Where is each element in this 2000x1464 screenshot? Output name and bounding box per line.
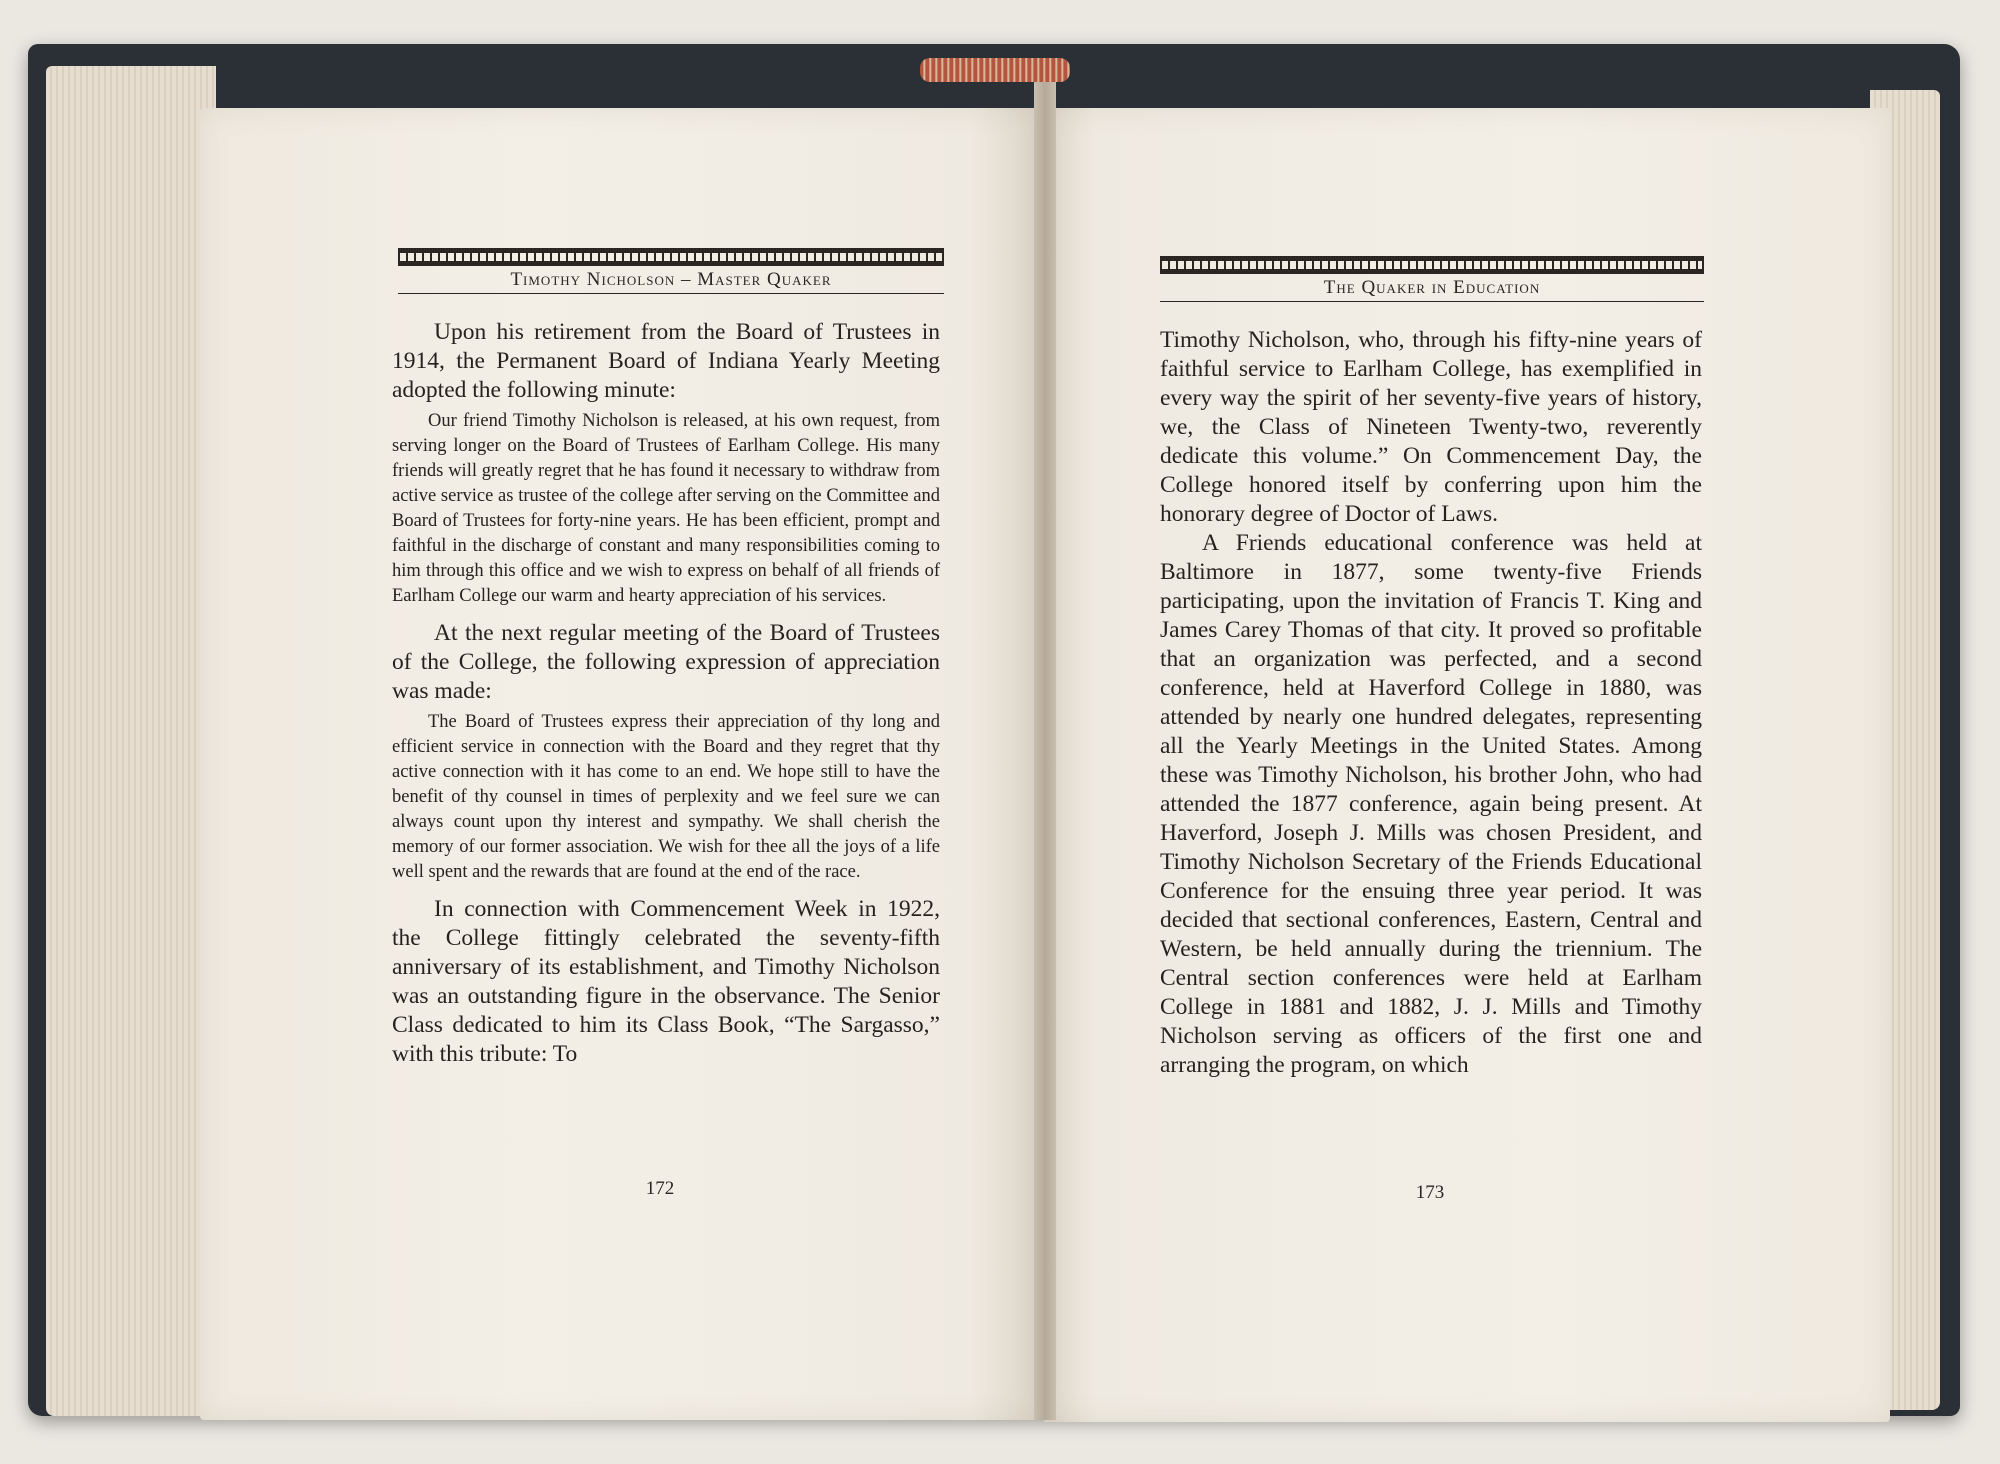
left-text-column	[392, 318, 940, 1069]
left-paragraph: Upon his retirement from the Board of Trustees in 1914, the Permanent Board of Indiana Yearly Meeting adopted the following minute:	[392, 319, 940, 403]
left-paragraph: At the next regular meeting of the Board of Trustees of the College, the following expression of appreciation was made:	[392, 620, 940, 704]
right-header	[1160, 256, 1704, 302]
left-header	[398, 248, 944, 294]
left-running-head: Timothy Nicholson – Master Quaker	[398, 266, 944, 294]
right-paragraph: A Friends educational conference was held at Baltimore in 1877, some twenty-five Friends participating, upon the invitation of Francis T. King and James Carey Thomas of that city. It proved so profitable that an organization was perfected, and a second conference, held at Haverford College in 1880, was attended by nearly one hundred delegates, representing all the Yearly Meetings in the United States. Among these was Timothy Nicholson, his brother John, who had attended the 1877 conference, again being present. At Haverford, Joseph J. Mills was chosen President, and Timothy Nicholson Secretary of the Friends Educational Conference for the ensuing three year period. It was decided that sectional conferences, Eastern, Central and Western, be held annually during the triennium. The Central section conferences were held at Earlham College in 1881 and 1882, J. J. Mills and Timothy Nicholson serving as officers of the first one and arranging the program, on which	[1160, 530, 1702, 1078]
left-quote-appreciation: The Board of Trustees express their appreciation of thy long and efficient service in connection with the Board and they regret that thy active connection with it has come to an end. We hope still to have the benefit of thy counsel in times of perplexity and we feel sure we can always count upon thy interest and sympathy. We shall cherish the memory of our former association. We wish for thee all the joys of a life well spent and the rewards that are found at the end of the race.	[392, 712, 940, 882]
left-quote-minute: Our friend Timothy Nicholson is released, at his own request, from serving longer on the Board of Trustees of Earlham College. His many friends will greatly regret that he has found it necessary to withdraw from active service as trustee of the college after serving on the Committee and Board of Trustees for forty-nine years. He has been efficient, prompt and faithful in the discharge of constant and many responsibilities coming to him through this office and we wish to express on behalf of all friends of Earlham College our warm and hearty appreciation of his services.	[392, 411, 940, 606]
right-text-column	[1160, 326, 1702, 1080]
header-ornament	[398, 248, 944, 266]
book-gutter	[1034, 60, 1056, 1420]
right-page-number: 173	[1415, 1182, 1445, 1203]
header-ornament	[1160, 256, 1704, 274]
left-page-number: 172	[645, 1178, 675, 1199]
right-paragraph: Timothy Nicholson, who, through his fifty-nine years of faithful service to Earlham College, has exemplified in every way the spirit of her seventy-five years of history, we, the Class of Nineteen Twenty-two, reverently dedicate this volume.” On Commencement Day, the College honored itself by conferring upon him the honorary degree of Doctor of Laws.	[1160, 327, 1702, 527]
page-edges-left	[46, 66, 216, 1416]
headband	[920, 58, 1070, 82]
left-paragraph: In connection with Commencement Week in 1922, the College fittingly celebrated the seventy-fifth anniversary of its establishment, and Timothy Nicholson was an outstanding figure in the observance. The Senior Class dedicated to him its Class Book, “The Sargasso,” with this tribute: To	[392, 896, 940, 1067]
right-running-head: The Quaker in Education	[1160, 274, 1704, 302]
